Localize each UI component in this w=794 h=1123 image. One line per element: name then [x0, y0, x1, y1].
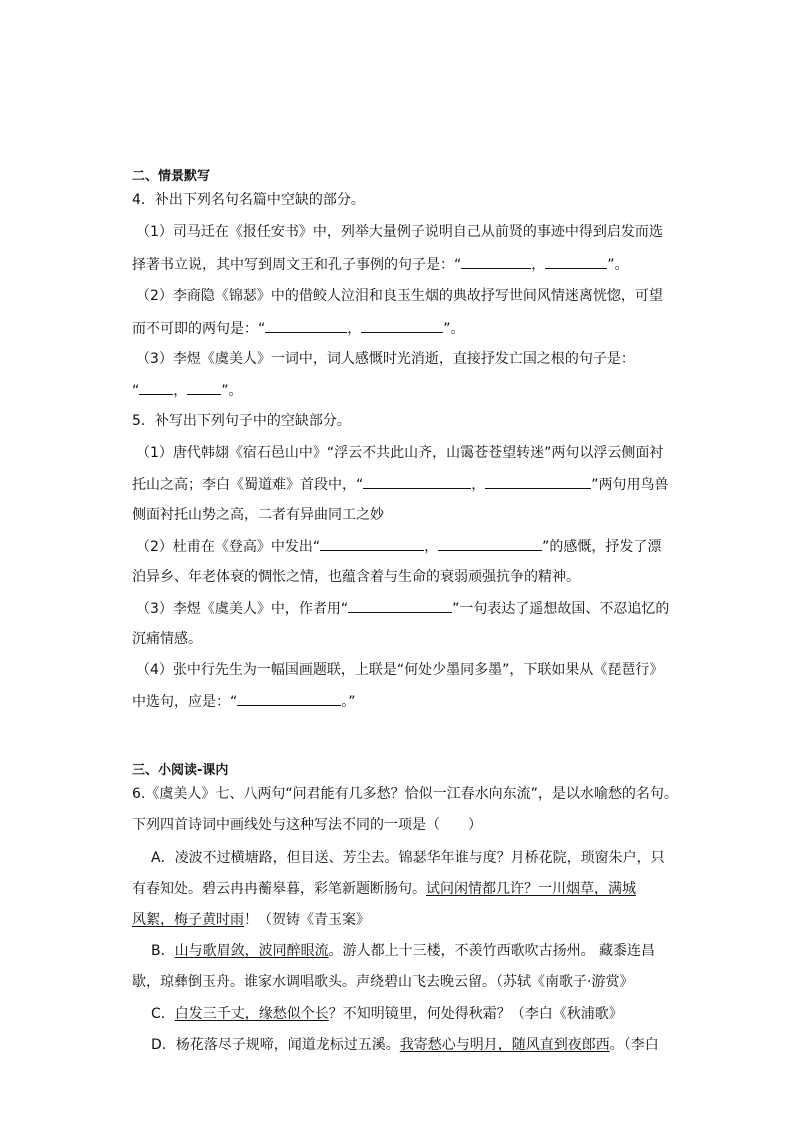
question-4-item-3-line-2: “ ， ”。	[132, 380, 243, 401]
question-5-stem: 5．补写出下列句子中的空缺部分。	[132, 413, 351, 429]
answer-blank[interactable]	[187, 380, 221, 395]
underlined-phrase: 风絮，梅子黄时雨	[132, 912, 244, 928]
question-5-item-2-line-2: 泊异乡、年老体衰的惆怅之情，也蕴含着与生命的衰弱顽强抗争的精神。	[132, 569, 580, 585]
question-5-item-1-line-1: （1）唐代韩翃《宿石邑山中》“浮云不共此山齐，山霭苍苍望转迷”两句以浮云侧面衬	[136, 445, 664, 461]
section-heading-short-reading: 三、小阅读-课内	[132, 763, 229, 778]
answer-blank[interactable]	[461, 254, 531, 269]
question-5-item-4-line-2: 中选句，应是：“ 。”	[132, 691, 356, 712]
question-5-item-1-line-3: 侧面衬托山势之高，二者有异曲同工之妙	[132, 507, 384, 523]
question-4-item-1-line-1: （1）司马迁在《报任安书》中，列举大量例子说明自己从前贤的事迹中得到启发而选	[136, 224, 663, 240]
answer-blank[interactable]	[545, 254, 607, 269]
underlined-phrase: 山与歌眉敛，波同醉眼流	[174, 943, 329, 959]
question-5-item-3-line-2: 沉痛情感。	[132, 631, 202, 647]
answer-blank[interactable]	[438, 536, 542, 551]
question-5-item-4-line-1: （4）张中行先生为一幅国画题联，上联是“何处少墨同多墨”，下联如果从《琵琶行》	[136, 662, 664, 678]
option-d-line-1[interactable]: D．杨花落尽子规啼，闻道龙标过五溪。我寄愁心与明月，随风直到夜郎西。（李白	[151, 1037, 659, 1053]
question-5-item-1-line-2: 托山之高；李白《蜀道难》首段中，“ ， ”两句用鸟兽	[132, 474, 669, 495]
option-a-line-3: 风絮，梅子黄时雨！（贺铸《青玉案》	[132, 912, 370, 928]
answer-blank[interactable]	[363, 474, 471, 489]
question-6-stem-line-2: 下列四首诗词中画线处与这种写法不同的一项是（ ）	[132, 817, 482, 833]
question-4-stem: 4．补出下列名句名篇中空缺的部分。	[132, 192, 365, 208]
question-6-stem-line-1: 6.《虞美人》七、八两句“问君能有几多愁？恰似一江春水向东流”，是以水喻愁的名句。	[132, 786, 678, 802]
answer-blank[interactable]	[348, 598, 452, 613]
option-b-line-2: 歇，琼彝倒玉舟。谁家水调唱歌头。声绕碧山飞去晚云留。（苏轼《南歌子·游赏》	[132, 974, 634, 990]
question-5-item-3-line-1: （3）李煜《虞美人》中，作者用“ ”一句表达了遥想故国、不忍追忆的	[136, 598, 669, 619]
underlined-phrase: 试问闲情都几许？一川烟草，满城	[426, 881, 636, 897]
underlined-phrase: 白发三千丈，缘愁似个长	[174, 1006, 329, 1022]
option-a-line-2: 有春知处。碧云冉冉蘅皋暮，彩笔新题断肠句。试问闲情都几许？一川烟草，满城	[132, 881, 636, 897]
answer-blank[interactable]	[139, 380, 173, 395]
question-4-item-1-line-2: 择著书立说，其中写到周文王和孔子事例的句子是：“ ， ”。	[132, 254, 629, 275]
question-4-item-2-line-2: 而不可即的两句是：“ ， ”。	[132, 318, 465, 339]
question-4-item-3-line-1: （3）李煜《虞美人》一词中，词人感慨时光消逝，直接抒发亡国之根的句子是：	[136, 351, 635, 367]
answer-blank[interactable]	[361, 318, 443, 333]
question-4-item-2-line-1: （2）李商隐《锦瑟》中的借鲛人泣泪和良玉生烟的典故抒写世间风情迷离恍惚，可望	[136, 288, 663, 304]
answer-blank[interactable]	[485, 474, 591, 489]
answer-blank[interactable]	[237, 691, 341, 706]
question-5-item-2-line-1: （2）杜甫在《登高》中发出“ ， ”的感慨，抒发了漂	[136, 536, 661, 557]
answer-blank[interactable]	[265, 318, 347, 333]
answer-blank[interactable]	[320, 536, 424, 551]
option-a-line-1[interactable]: A．凌波不过横塘路，但目送、芳尘去。锦瑟华年谁与度？月桥花院，琐窗朱户，只	[151, 850, 665, 866]
option-c-line-1[interactable]: C．白发三千丈，缘愁似个长？不知明镜里，何处得秋霜？（李白《秋浦歌》	[151, 1006, 623, 1022]
option-b-line-1[interactable]: B．山与歌眉敛，波同醉眼流。游人都上十三楼，不羡竹西歌吹古扬州。 藏黍连昌	[151, 943, 656, 959]
section-heading-scene-dictation: 二、情景默写	[132, 169, 211, 184]
underlined-phrase: 我寄愁心与明月，随风直到夜郎西	[399, 1037, 610, 1053]
